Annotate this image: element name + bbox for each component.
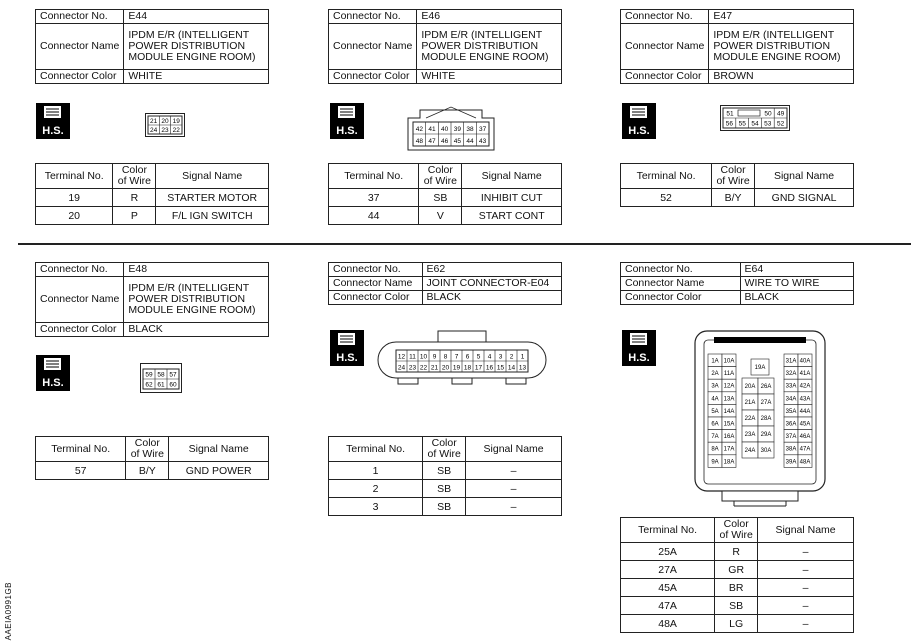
- svg-text:H.S.: H.S.: [42, 377, 64, 389]
- connector-no-value: E46: [417, 10, 562, 24]
- connector-no-label: Connector No.: [329, 263, 423, 277]
- table-row: 27A GR –: [621, 561, 854, 579]
- svg-text:H.S.: H.S.: [628, 125, 650, 137]
- svg-text:H.S.: H.S.: [336, 125, 358, 137]
- pin-label: 43: [479, 138, 487, 145]
- terminal-table-e46: [328, 163, 562, 225]
- connector-face-e47: [720, 105, 790, 131]
- connector-color-label: Connector Color: [621, 70, 709, 84]
- pin-label: 26A: [760, 384, 772, 391]
- color-of-wire-header: Color of Wire: [419, 164, 462, 189]
- pin-label: 41: [428, 126, 436, 133]
- connector-name-value: IPDM E/R (INTELLIGENT POWER DISTRIBUTION MODULE ENGINE ROOM): [124, 277, 269, 323]
- pin-label: 15: [496, 364, 505, 372]
- pin-label: 1A: [711, 358, 719, 365]
- pin-label: 22A: [744, 416, 756, 423]
- pin-label: 24: [397, 364, 406, 372]
- harness-side-icon: [36, 355, 70, 391]
- pin-label: 5: [476, 353, 481, 361]
- pin-label: 48A: [799, 459, 811, 466]
- pin-label: 46A: [799, 434, 811, 441]
- pin-label: 13A: [723, 396, 735, 403]
- pin-label: 48: [415, 138, 423, 145]
- connector-info-e44: [35, 9, 269, 84]
- pin-label: 40A: [799, 358, 811, 365]
- svg-text:60: 60: [169, 381, 177, 389]
- terminal-table-e62: [328, 436, 562, 516]
- svg-text:62: 62: [145, 381, 153, 389]
- pin-label: 19: [452, 364, 461, 372]
- pin-label: 3: [498, 353, 503, 361]
- connector-no-value: E48: [124, 263, 269, 277]
- signal-name-header: Signal Name: [156, 164, 269, 189]
- pin-label: 18: [463, 364, 472, 372]
- pin-label: 10A: [723, 358, 735, 365]
- connector-color-value: WHITE: [124, 70, 269, 84]
- svg-text:H.S.: H.S.: [42, 125, 64, 137]
- connector-name-value: IPDM E/R (INTELLIGENT POWER DISTRIBUTION MODULE ENGINE ROOM): [417, 24, 562, 70]
- pin-label: 12A: [723, 383, 735, 390]
- pins-e44: [148, 116, 182, 134]
- pin-label: 11A: [723, 371, 735, 378]
- connector-color-value: BLACK: [422, 291, 561, 305]
- svg-text:23: 23: [161, 127, 169, 134]
- color-of-wire-header: Color of Wire: [712, 164, 755, 189]
- connector-no-value: E47: [709, 10, 854, 24]
- pin-label: 8A: [711, 446, 719, 453]
- pin-label: 15A: [723, 421, 735, 428]
- figure-code: AAEIA0991GB: [4, 582, 13, 641]
- connector-name-label: Connector Name: [329, 277, 423, 291]
- terminal-no-header: Terminal No.: [329, 164, 419, 189]
- connector-name-label: Connector Name: [621, 277, 741, 291]
- pin-label: 16: [485, 364, 494, 372]
- connector-color-label: Connector Color: [36, 323, 124, 337]
- svg-text:55: 55: [738, 120, 746, 128]
- color-of-wire-header: Color of Wire: [423, 437, 466, 462]
- pin-label: 6: [465, 353, 470, 361]
- pin-label: 4: [487, 353, 492, 361]
- connector-color-value: BLACK: [740, 291, 853, 305]
- connector-color-value: WHITE: [417, 70, 562, 84]
- pin-label: 9: [432, 353, 437, 361]
- pin-label: 8: [443, 353, 448, 361]
- connector-name-value: IPDM E/R (INTELLIGENT POWER DISTRIBUTION MODULE ENGINE ROOM): [124, 24, 269, 70]
- connector-name-value: IPDM E/R (INTELLIGENT POWER DISTRIBUTION MODULE ENGINE ROOM): [709, 24, 854, 70]
- connector-info-e48: [35, 262, 269, 337]
- pin-label: 45A: [799, 421, 811, 428]
- connector-no-value: E64: [740, 263, 853, 277]
- pin-label: 33A: [785, 383, 797, 390]
- terminal-no-header: Terminal No.: [621, 164, 712, 189]
- table-row: 44 V START CONT: [329, 207, 562, 225]
- pin-label: 44: [466, 138, 474, 145]
- terminal-table-e64: [620, 517, 854, 633]
- pin-label: 28A: [760, 416, 772, 423]
- connector-name-label: Connector Name: [329, 24, 417, 70]
- table-row: 19 R STARTER MOTOR: [36, 189, 269, 207]
- pin-label: 27A: [760, 400, 772, 407]
- pin-label: 39A: [785, 459, 797, 466]
- pin-label: 13: [518, 364, 527, 372]
- pin-label: 17: [474, 364, 483, 372]
- pin-label: 6A: [711, 421, 719, 428]
- svg-text:58: 58: [157, 371, 165, 379]
- connector-face-e62: [372, 330, 552, 390]
- connector-face-e46: [406, 104, 496, 152]
- svg-text:H.S.: H.S.: [336, 352, 358, 364]
- signal-name-header: Signal Name: [755, 164, 854, 189]
- pin-label: 30A: [760, 448, 772, 455]
- pin-label: 37: [479, 126, 487, 133]
- terminal-no-header: Terminal No.: [36, 437, 126, 462]
- color-of-wire-header: Color of Wire: [113, 164, 156, 189]
- pin-label: 9A: [711, 459, 719, 466]
- table-row: 25A R –: [621, 543, 854, 561]
- connector-no-label: Connector No.: [329, 10, 417, 24]
- pin-label: 23: [408, 364, 417, 372]
- terminal-no-header: Terminal No.: [329, 437, 423, 462]
- svg-text:53: 53: [764, 120, 772, 128]
- pin-label: 19A: [754, 365, 766, 372]
- pin-label: 22: [419, 364, 428, 372]
- svg-text:61: 61: [157, 381, 165, 389]
- pin-label: 2A: [711, 371, 719, 378]
- table-row: 45A BR –: [621, 579, 854, 597]
- svg-text:49: 49: [776, 110, 785, 118]
- pin-label: 3A: [711, 383, 719, 390]
- connector-no-label: Connector No.: [36, 263, 124, 277]
- color-of-wire-header: Color of Wire: [715, 518, 758, 543]
- pin-label: 35A: [785, 408, 797, 415]
- pin-label: 10: [419, 353, 428, 361]
- pin-label: 47: [428, 138, 436, 145]
- connector-color-value: BLACK: [124, 323, 269, 337]
- pin-label: 32A: [785, 371, 797, 378]
- connector-name-value: WIRE TO WIRE: [740, 277, 853, 291]
- section-divider: [18, 243, 911, 245]
- svg-text:59: 59: [145, 371, 153, 379]
- svg-text:22: 22: [172, 127, 180, 134]
- pin-label: 7A: [711, 434, 719, 441]
- pin-label: 23A: [744, 432, 756, 439]
- svg-text:21: 21: [149, 118, 158, 125]
- pin-label: 21: [430, 364, 439, 372]
- svg-text:51: 51: [726, 110, 734, 118]
- harness-side-icon: [622, 330, 656, 366]
- connector-color-label: Connector Color: [621, 291, 741, 305]
- connector-color-value: BROWN: [709, 70, 854, 84]
- connector-face-e44: [145, 113, 185, 137]
- connector-color-label: Connector Color: [329, 291, 423, 305]
- harness-side-icon: [36, 103, 70, 139]
- pin-label: 4A: [711, 396, 719, 403]
- connector-color-label: Connector Color: [36, 70, 124, 84]
- pin-label: 46: [441, 138, 449, 145]
- pin-label: 40: [441, 126, 449, 133]
- connector-no-label: Connector No.: [621, 10, 709, 24]
- connector-info-e62: [328, 262, 562, 305]
- svg-text:57: 57: [169, 371, 177, 379]
- pin-label: 2: [509, 353, 514, 361]
- svg-text:20: 20: [161, 118, 169, 125]
- table-row: 1 SB –: [329, 462, 562, 480]
- connector-color-label: Connector Color: [329, 70, 417, 84]
- table-row: 57 B/Y GND POWER: [36, 462, 269, 480]
- connector-name-label: Connector Name: [621, 24, 709, 70]
- pin-label: 31A: [785, 358, 797, 365]
- color-of-wire-header: Color of Wire: [126, 437, 169, 462]
- pin-label: 29A: [760, 432, 772, 439]
- connector-face-e64: [694, 330, 826, 510]
- pin-label: 42: [415, 126, 423, 133]
- pin-label: 41A: [799, 371, 811, 378]
- connector-no-label: Connector No.: [621, 263, 741, 277]
- terminal-table-e47: [620, 163, 854, 207]
- pin-label: 47A: [799, 446, 811, 453]
- connector-no-value: E44: [124, 10, 269, 24]
- connector-no-value: E62: [422, 263, 561, 277]
- pin-label: 20: [441, 364, 450, 372]
- pin-label: 17A: [723, 446, 735, 453]
- pin-label: 11: [409, 353, 416, 361]
- svg-text:H.S.: H.S.: [628, 352, 650, 364]
- signal-name-header: Signal Name: [169, 437, 269, 462]
- table-row: 3 SB –: [329, 498, 562, 516]
- pin-label: 21A: [744, 400, 756, 407]
- terminal-no-header: Terminal No.: [36, 164, 113, 189]
- connector-info-e46: [328, 9, 562, 84]
- svg-text:50: 50: [764, 110, 772, 118]
- terminal-table-e44: [35, 163, 269, 225]
- pin-label: 18A: [723, 459, 735, 466]
- pin-label: 45: [453, 138, 461, 145]
- connector-name-label: Connector Name: [36, 277, 124, 323]
- svg-text:52: 52: [776, 120, 785, 128]
- signal-name-header: Signal Name: [462, 164, 562, 189]
- svg-text:54: 54: [751, 120, 759, 128]
- pin-label: 16A: [723, 434, 735, 441]
- signal-name-header: Signal Name: [758, 518, 854, 543]
- pin-label: 42A: [799, 383, 811, 390]
- connector-info-e47: [620, 9, 854, 84]
- svg-text:19: 19: [172, 118, 180, 125]
- pin-label: 39: [453, 126, 461, 133]
- table-row: 20 P F/L IGN SWITCH: [36, 207, 269, 225]
- pin-label: 37A: [785, 434, 797, 441]
- terminal-no-header: Terminal No.: [621, 518, 715, 543]
- connector-info-e64: [620, 262, 854, 305]
- harness-side-icon: [622, 103, 656, 139]
- pin-label: 20A: [744, 384, 756, 391]
- pin-label: 34A: [785, 396, 797, 403]
- svg-text:56: 56: [725, 120, 734, 128]
- table-row: 37 SB INHIBIT CUT: [329, 189, 562, 207]
- svg-text:24: 24: [149, 127, 158, 134]
- pin-label: 43A: [799, 396, 811, 403]
- terminal-table-e48: [35, 436, 269, 480]
- pin-label: 1: [520, 353, 525, 361]
- pin-label: 12: [397, 353, 406, 361]
- connector-no-label: Connector No.: [36, 10, 124, 24]
- connector-face-e48: [140, 363, 182, 393]
- pin-label: 36A: [785, 421, 797, 428]
- pin-label: 14A: [723, 408, 735, 415]
- table-row: 48A LG –: [621, 615, 854, 633]
- signal-name-header: Signal Name: [466, 437, 562, 462]
- table-row: 47A SB –: [621, 597, 854, 615]
- pin-label: 5A: [711, 408, 719, 415]
- table-row: 52 B/Y GND SIGNAL: [621, 189, 854, 207]
- table-row: 2 SB –: [329, 480, 562, 498]
- pin-label: 44A: [799, 408, 811, 415]
- pin-label: 24A: [744, 448, 756, 455]
- connector-name-value: JOINT CONNECTOR-E04: [422, 277, 561, 291]
- harness-side-icon: [330, 330, 364, 366]
- pin-label: 7: [454, 353, 459, 361]
- pin-label: 14: [507, 364, 516, 372]
- harness-side-icon: [330, 103, 364, 139]
- connector-name-label: Connector Name: [36, 24, 124, 70]
- pin-label: 38A: [785, 446, 797, 453]
- pin-label: 38: [466, 126, 474, 133]
